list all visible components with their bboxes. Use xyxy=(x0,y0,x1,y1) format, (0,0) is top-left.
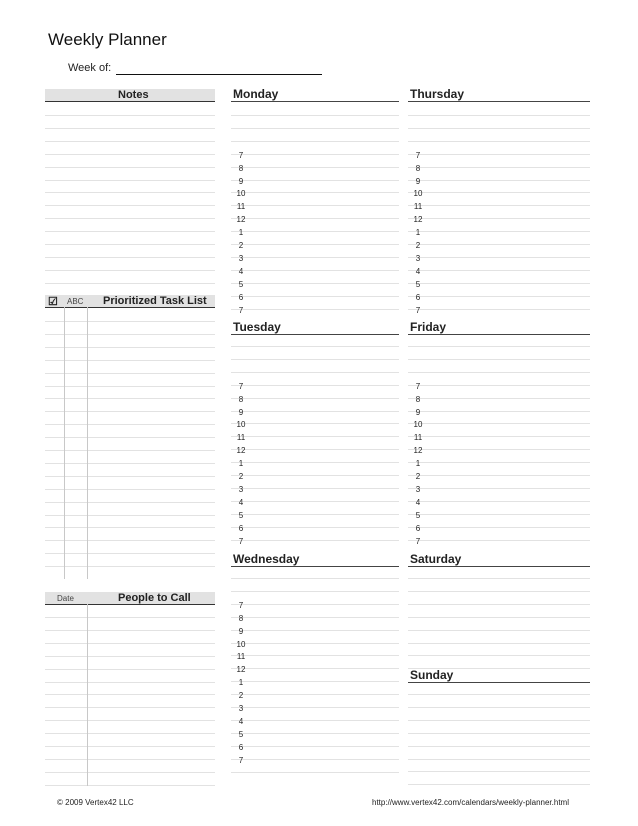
wednesday-hour-label: 10 xyxy=(236,639,246,649)
tuesday-hour-line[interactable] xyxy=(231,449,399,450)
friday-hour-line[interactable] xyxy=(408,514,590,515)
tuesday-hour-label: 2 xyxy=(238,472,244,481)
friday-hour-line[interactable] xyxy=(408,488,590,489)
tuesday-hour-label: 3 xyxy=(238,484,244,494)
wednesday-hour-line[interactable] xyxy=(231,668,399,669)
friday-hour-label: 11 xyxy=(413,433,423,443)
thursday-hour-label: 3 xyxy=(415,253,421,263)
friday-hour-label: 10 xyxy=(413,420,423,430)
task-line[interactable] xyxy=(45,450,215,451)
sunday-line[interactable] xyxy=(408,707,590,708)
people-line[interactable] xyxy=(45,694,215,695)
tuesday-hour-label: 12 xyxy=(236,446,246,456)
monday-hour-label: 7 xyxy=(238,305,244,315)
day-header-wednesday xyxy=(231,553,399,567)
footer-url[interactable]: http://www.vertex42.com/calendars/weekly-planner.html xyxy=(372,798,569,807)
thursday-hour-label: 4 xyxy=(415,266,421,276)
thursday-hour-label: 11 xyxy=(413,202,423,212)
thursday-hour-line[interactable] xyxy=(408,231,590,232)
people-line[interactable] xyxy=(45,617,215,618)
wednesday-line[interactable] xyxy=(231,772,399,773)
date-label: Date xyxy=(57,594,74,603)
people-line[interactable] xyxy=(45,630,215,631)
task-line[interactable] xyxy=(45,553,215,554)
wednesday-hour-label: 4 xyxy=(238,716,244,726)
task-line[interactable] xyxy=(45,489,215,490)
monday-hour-label: 4 xyxy=(238,266,244,276)
friday-hour-line[interactable] xyxy=(408,527,590,528)
task-line[interactable] xyxy=(45,437,215,438)
thursday-hour-label: 2 xyxy=(415,241,421,250)
friday-hour-line[interactable] xyxy=(408,462,590,463)
people-divider-line xyxy=(87,604,88,786)
friday-hour-label: 7 xyxy=(415,381,421,391)
tuesday-hour-line[interactable] xyxy=(231,501,399,502)
monday-hour-label: 8 xyxy=(238,163,244,173)
task-line[interactable] xyxy=(45,373,215,374)
sunday-line[interactable] xyxy=(408,759,590,760)
thursday-hour-label: 6 xyxy=(415,292,421,302)
people-label: People to Call xyxy=(118,592,191,604)
thursday-hour-line[interactable] xyxy=(408,309,590,310)
sunday-line[interactable] xyxy=(408,733,590,734)
thursday-hour-line[interactable] xyxy=(408,244,590,245)
wednesday-hour-line[interactable] xyxy=(231,643,399,644)
thursday-line[interactable] xyxy=(408,115,590,116)
monday-hour-line[interactable] xyxy=(231,154,399,155)
monday-hour-line[interactable] xyxy=(231,205,399,206)
wednesday-hour-label: 3 xyxy=(238,704,244,713)
tuesday-hour-label: 6 xyxy=(238,523,244,533)
monday-hour-label: 5 xyxy=(238,279,244,289)
monday-hour-label: 6 xyxy=(238,292,244,302)
friday-hour-label: 2 xyxy=(415,472,421,481)
monday-hour-line[interactable] xyxy=(231,283,399,284)
wednesday-line[interactable] xyxy=(231,591,399,592)
tuesday-hour-line[interactable] xyxy=(231,514,399,515)
monday-hour-line[interactable] xyxy=(231,218,399,219)
thursday-hour-label: 7 xyxy=(415,150,421,160)
task-divider-line xyxy=(64,307,65,579)
sunday-line[interactable] xyxy=(408,694,590,695)
sunday-line[interactable] xyxy=(408,746,590,747)
wednesday-hour-line[interactable] xyxy=(231,720,399,721)
notes-line[interactable] xyxy=(45,283,215,284)
thursday-hour-line[interactable] xyxy=(408,270,590,271)
thursday-hour-line[interactable] xyxy=(408,167,590,168)
tuesday-hour-line[interactable] xyxy=(231,462,399,463)
saturday-line[interactable] xyxy=(408,591,590,592)
day-label-tuesday: Tuesday xyxy=(233,320,281,334)
tuesday-hour-line[interactable] xyxy=(231,540,399,541)
monday-hour-line[interactable] xyxy=(231,244,399,245)
task-line[interactable] xyxy=(45,476,215,477)
friday-line[interactable] xyxy=(408,346,590,347)
day-header-tuesday xyxy=(231,321,399,335)
notes-line[interactable] xyxy=(45,218,215,219)
tuesday-line[interactable] xyxy=(231,359,399,360)
thursday-hour-line[interactable] xyxy=(408,218,590,219)
friday-line[interactable] xyxy=(408,359,590,360)
people-line[interactable] xyxy=(45,720,215,721)
tuesday-hour-label: 8 xyxy=(238,394,244,404)
wednesday-hour-label: 12 xyxy=(236,665,246,675)
friday-hour-label: 5 xyxy=(415,510,421,520)
friday-hour-line[interactable] xyxy=(408,423,590,424)
tuesday-hour-label: 9 xyxy=(238,407,244,417)
task-divider-line xyxy=(87,307,88,579)
notes-line[interactable] xyxy=(45,180,215,181)
saturday-line[interactable] xyxy=(408,655,590,656)
tuesday-hour-label: 10 xyxy=(236,420,246,430)
checkbox-icon: ☑ xyxy=(48,296,58,308)
day-header-friday xyxy=(408,321,590,335)
thursday-hour-label: 8 xyxy=(415,163,421,173)
thursday-hour-line[interactable] xyxy=(408,257,590,258)
day-header-monday xyxy=(231,88,399,102)
notes-line[interactable] xyxy=(45,192,215,193)
saturday-line[interactable] xyxy=(408,604,590,605)
day-label-monday: Monday xyxy=(233,87,279,101)
thursday-line[interactable] xyxy=(408,141,590,142)
monday-hour-label: 7 xyxy=(238,150,244,160)
wednesday-hour-line[interactable] xyxy=(231,707,399,708)
tuesday-hour-line[interactable] xyxy=(231,385,399,386)
wednesday-hour-line[interactable] xyxy=(231,694,399,695)
monday-hour-line[interactable] xyxy=(231,270,399,271)
task-line[interactable] xyxy=(45,566,215,567)
task-line[interactable] xyxy=(45,398,215,399)
people-line[interactable] xyxy=(45,643,215,644)
wednesday-line[interactable] xyxy=(231,578,399,579)
tuesday-hour-label: 1 xyxy=(238,459,244,469)
task-line[interactable] xyxy=(45,540,215,541)
saturday-line[interactable] xyxy=(408,578,590,579)
notes-line[interactable] xyxy=(45,231,215,232)
tuesday-hour-line[interactable] xyxy=(231,527,399,528)
notes-line[interactable] xyxy=(45,167,215,168)
wednesday-hour-line[interactable] xyxy=(231,759,399,760)
day-header-sunday xyxy=(408,669,590,683)
saturday-line[interactable] xyxy=(408,668,590,669)
wednesday-hour-line[interactable] xyxy=(231,655,399,656)
tuesday-hour-label: 11 xyxy=(236,433,246,443)
friday-hour-label: 12 xyxy=(413,446,423,456)
task-line[interactable] xyxy=(45,411,215,412)
wednesday-hour-line[interactable] xyxy=(231,630,399,631)
task-line[interactable] xyxy=(45,463,215,464)
thursday-hour-label: 9 xyxy=(415,176,421,186)
abc-label: ABC xyxy=(67,297,84,306)
monday-hour-line[interactable] xyxy=(231,309,399,310)
tuesday-hour-line[interactable] xyxy=(231,436,399,437)
day-label-thursday: Thursday xyxy=(410,87,465,101)
wednesday-hour-label: 1 xyxy=(238,678,244,688)
monday-hour-label: 3 xyxy=(238,253,244,263)
saturday-line[interactable] xyxy=(408,630,590,631)
week-of-field[interactable] xyxy=(116,74,322,75)
people-line[interactable] xyxy=(45,733,215,734)
people-line[interactable] xyxy=(45,759,215,760)
tuesday-hour-line[interactable] xyxy=(231,488,399,489)
friday-hour-line[interactable] xyxy=(408,436,590,437)
wednesday-hour-label: 9 xyxy=(238,626,244,636)
wednesday-hour-line[interactable] xyxy=(231,604,399,605)
tuesday-hour-label: 4 xyxy=(238,497,244,507)
tuesday-hour-label: 7 xyxy=(238,381,244,391)
friday-hour-label: 6 xyxy=(415,523,421,533)
people-line[interactable] xyxy=(45,746,215,747)
friday-hour-line[interactable] xyxy=(408,449,590,450)
friday-hour-label: 7 xyxy=(415,536,421,546)
day-header-saturday xyxy=(408,553,590,567)
people-line[interactable] xyxy=(45,785,215,786)
wednesday-hour-label: 6 xyxy=(238,742,244,752)
task-list-header xyxy=(45,295,215,308)
notes-line[interactable] xyxy=(45,141,215,142)
notes-line[interactable] xyxy=(45,244,215,245)
wednesday-hour-label: 2 xyxy=(238,691,244,701)
friday-hour-label: 4 xyxy=(415,497,421,507)
friday-hour-line[interactable] xyxy=(408,398,590,399)
people-line[interactable] xyxy=(45,669,215,670)
friday-line[interactable] xyxy=(408,372,590,373)
friday-hour-line[interactable] xyxy=(408,540,590,541)
saturday-line[interactable] xyxy=(408,617,590,618)
task-line[interactable] xyxy=(45,424,215,425)
people-line[interactable] xyxy=(45,656,215,657)
thursday-hour-label: 1 xyxy=(415,228,421,238)
notes-header xyxy=(45,89,215,102)
tuesday-hour-line[interactable] xyxy=(231,423,399,424)
monday-hour-line[interactable] xyxy=(231,180,399,181)
day-label-friday: Friday xyxy=(410,320,447,334)
tuesday-hour-line[interactable] xyxy=(231,411,399,412)
thursday-hour-label: 10 xyxy=(413,189,423,199)
monday-hour-line[interactable] xyxy=(231,231,399,232)
tuesday-line[interactable] xyxy=(231,346,399,347)
notes-line[interactable] xyxy=(45,115,215,116)
thursday-hour-line[interactable] xyxy=(408,180,590,181)
wednesday-hour-label: 7 xyxy=(238,600,244,610)
task-line[interactable] xyxy=(45,321,215,322)
thursday-hour-label: 5 xyxy=(415,279,421,289)
thursday-hour-line[interactable] xyxy=(408,192,590,193)
saturday-line[interactable] xyxy=(408,643,590,644)
task-list-label: Prioritized Task List xyxy=(103,295,207,307)
wednesday-hour-line[interactable] xyxy=(231,617,399,618)
thursday-hour-line[interactable] xyxy=(408,154,590,155)
notes-line[interactable] xyxy=(45,205,215,206)
task-line[interactable] xyxy=(45,386,215,387)
notes-line[interactable] xyxy=(45,257,215,258)
task-line[interactable] xyxy=(45,360,215,361)
notes-line[interactable] xyxy=(45,128,215,129)
thursday-line[interactable] xyxy=(408,128,590,129)
tuesday-hour-line[interactable] xyxy=(231,475,399,476)
thursday-hour-line[interactable] xyxy=(408,283,590,284)
task-line[interactable] xyxy=(45,527,215,528)
sunday-line[interactable] xyxy=(408,784,590,785)
notes-line[interactable] xyxy=(45,270,215,271)
wednesday-hour-line[interactable] xyxy=(231,746,399,747)
people-line[interactable] xyxy=(45,707,215,708)
monday-hour-line[interactable] xyxy=(231,192,399,193)
notes-line[interactable] xyxy=(45,154,215,155)
thursday-hour-line[interactable] xyxy=(408,205,590,206)
monday-line[interactable] xyxy=(231,141,399,142)
notes-label: Notes xyxy=(118,89,149,101)
friday-hour-label: 8 xyxy=(415,394,421,404)
monday-hour-line[interactable] xyxy=(231,167,399,168)
tuesday-hour-line[interactable] xyxy=(231,398,399,399)
monday-hour-label: 12 xyxy=(236,215,246,225)
page-title: Weekly Planner xyxy=(48,30,167,49)
day-label-wednesday: Wednesday xyxy=(233,552,300,566)
wednesday-hour-label: 5 xyxy=(238,729,244,739)
sunday-line[interactable] xyxy=(408,771,590,772)
tuesday-hour-label: 5 xyxy=(238,510,244,520)
day-header-thursday xyxy=(408,88,590,102)
friday-hour-label: 1 xyxy=(415,459,421,469)
people-line[interactable] xyxy=(45,772,215,773)
wednesday-hour-line[interactable] xyxy=(231,681,399,682)
friday-hour-line[interactable] xyxy=(408,411,590,412)
monday-hour-label: 9 xyxy=(238,176,244,186)
monday-hour-label: 1 xyxy=(238,228,244,238)
thursday-hour-label: 7 xyxy=(415,305,421,315)
people-line[interactable] xyxy=(45,682,215,683)
wednesday-hour-line[interactable] xyxy=(231,733,399,734)
thursday-hour-line[interactable] xyxy=(408,296,590,297)
task-line[interactable] xyxy=(45,347,215,348)
monday-hour-label: 2 xyxy=(238,241,244,250)
friday-hour-line[interactable] xyxy=(408,475,590,476)
sunday-line[interactable] xyxy=(408,720,590,721)
wednesday-hour-label: 8 xyxy=(238,613,244,623)
monday-line[interactable] xyxy=(231,128,399,129)
task-line[interactable] xyxy=(45,334,215,335)
thursday-hour-label: 12 xyxy=(413,215,423,225)
friday-hour-line[interactable] xyxy=(408,385,590,386)
day-label-sunday: Sunday xyxy=(410,668,454,682)
footer-copyright: © 2009 Vertex42 LLC xyxy=(57,798,134,807)
task-line[interactable] xyxy=(45,515,215,516)
people-header xyxy=(45,592,215,605)
wednesday-hour-label: 7 xyxy=(238,755,244,765)
monday-hour-label: 11 xyxy=(236,202,246,212)
monday-hour-line[interactable] xyxy=(231,257,399,258)
day-label-saturday: Saturday xyxy=(410,552,462,566)
tuesday-hour-label: 7 xyxy=(238,536,244,546)
monday-line[interactable] xyxy=(231,115,399,116)
monday-hour-label: 10 xyxy=(236,189,246,199)
wednesday-hour-label: 11 xyxy=(236,652,246,662)
friday-hour-label: 3 xyxy=(415,484,421,494)
task-line[interactable] xyxy=(45,502,215,503)
monday-hour-line[interactable] xyxy=(231,296,399,297)
friday-hour-label: 9 xyxy=(415,407,421,417)
friday-hour-line[interactable] xyxy=(408,501,590,502)
tuesday-line[interactable] xyxy=(231,372,399,373)
week-of-label: Week of: xyxy=(68,62,112,74)
